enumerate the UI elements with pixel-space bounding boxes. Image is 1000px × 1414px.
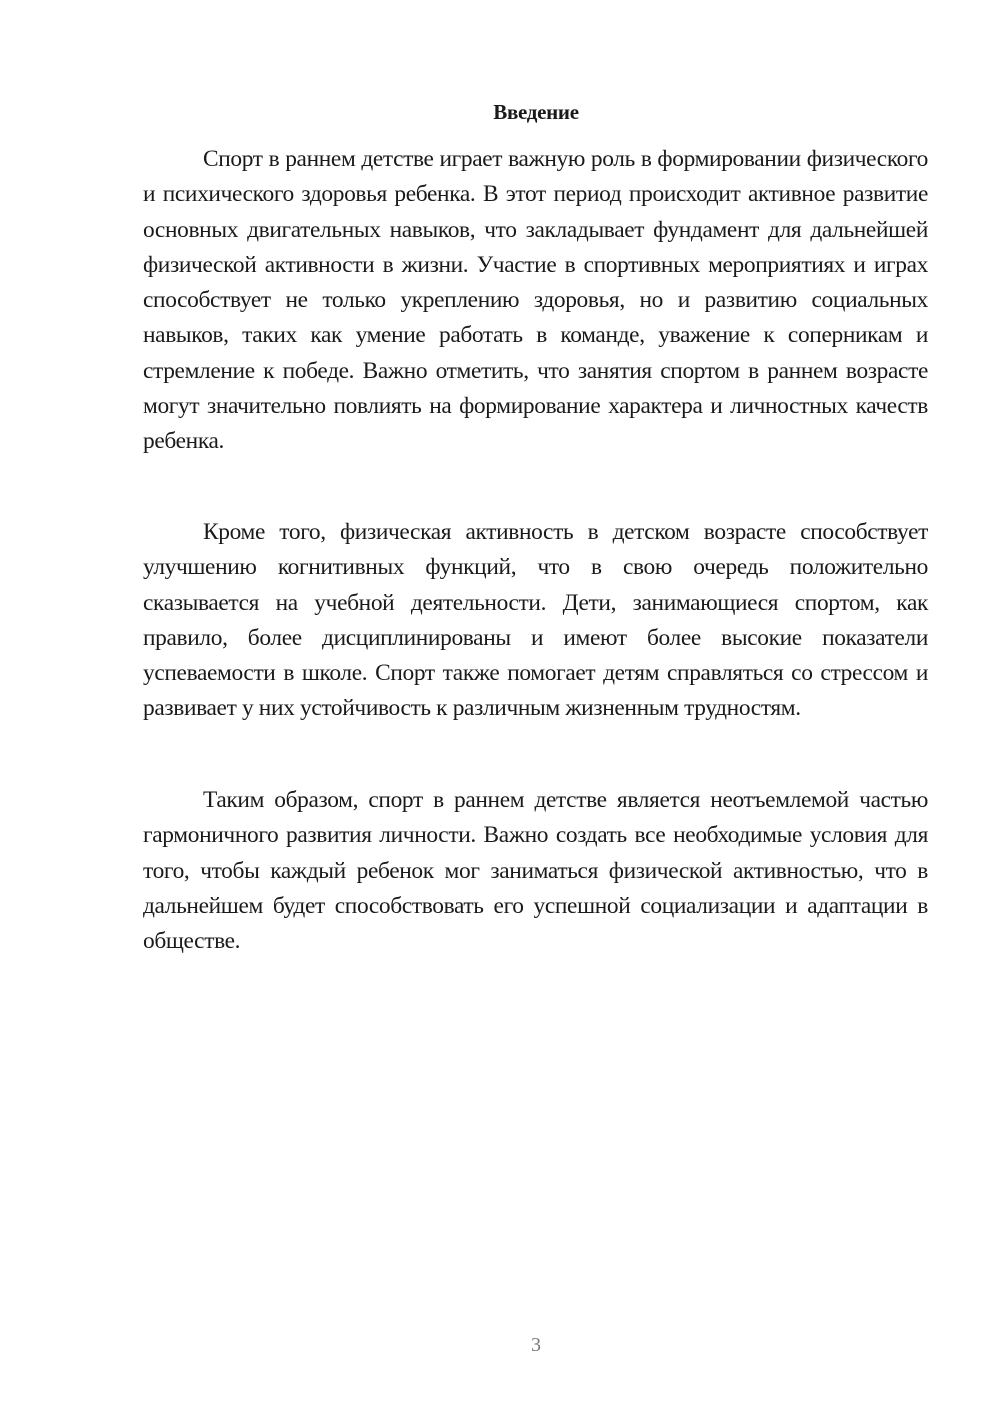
- page-number: 3: [531, 1334, 541, 1356]
- section-title: Введение: [493, 100, 579, 124]
- paragraph-3: Таким образом, спорт в раннем детстве является неотъемлемой частью гармоничного развития личности. Важно создать все необходимые условия для того, чтобы каждый ребенок мог заниматься физической активностью, что в дальнейшем будет способствовать его успешной социализации и адаптации в обществе.: [143, 787, 928, 955]
- paragraph-2: Кроме того, физическая активность в детском возрасте способствует улучшению когнитивных функций, что в свою очередь положительно сказывается на учебной деятельности. Дети, занимающиеся спортом, как правило, более дисциплинированы и имеют более высокие показатели успеваемости в школе. Спорт также помогает детям справляться со стрессом и развивает у них устойчивость к различным жизненным трудностям.: [143, 519, 928, 722]
- paragraph-1: Спорт в раннем детстве играет важную роль в формировании физического и психического здоровья ребенка. В этот период происходит активное развитие основных двигательных навыков, что закладывает фундамент для дальнейшей физической активности в жизни. Участие в спортивных мероприятиях и играх способствует не только укреплению здоровья, но и развитию социальных навыков, таких как умение работать в команде, уважение к соперникам и стремление к победе. Важно отметить, что занятия спортом в раннем возрасте могут значительно повлиять на формирование характера и личностных качеств ребенка.: [143, 146, 928, 455]
